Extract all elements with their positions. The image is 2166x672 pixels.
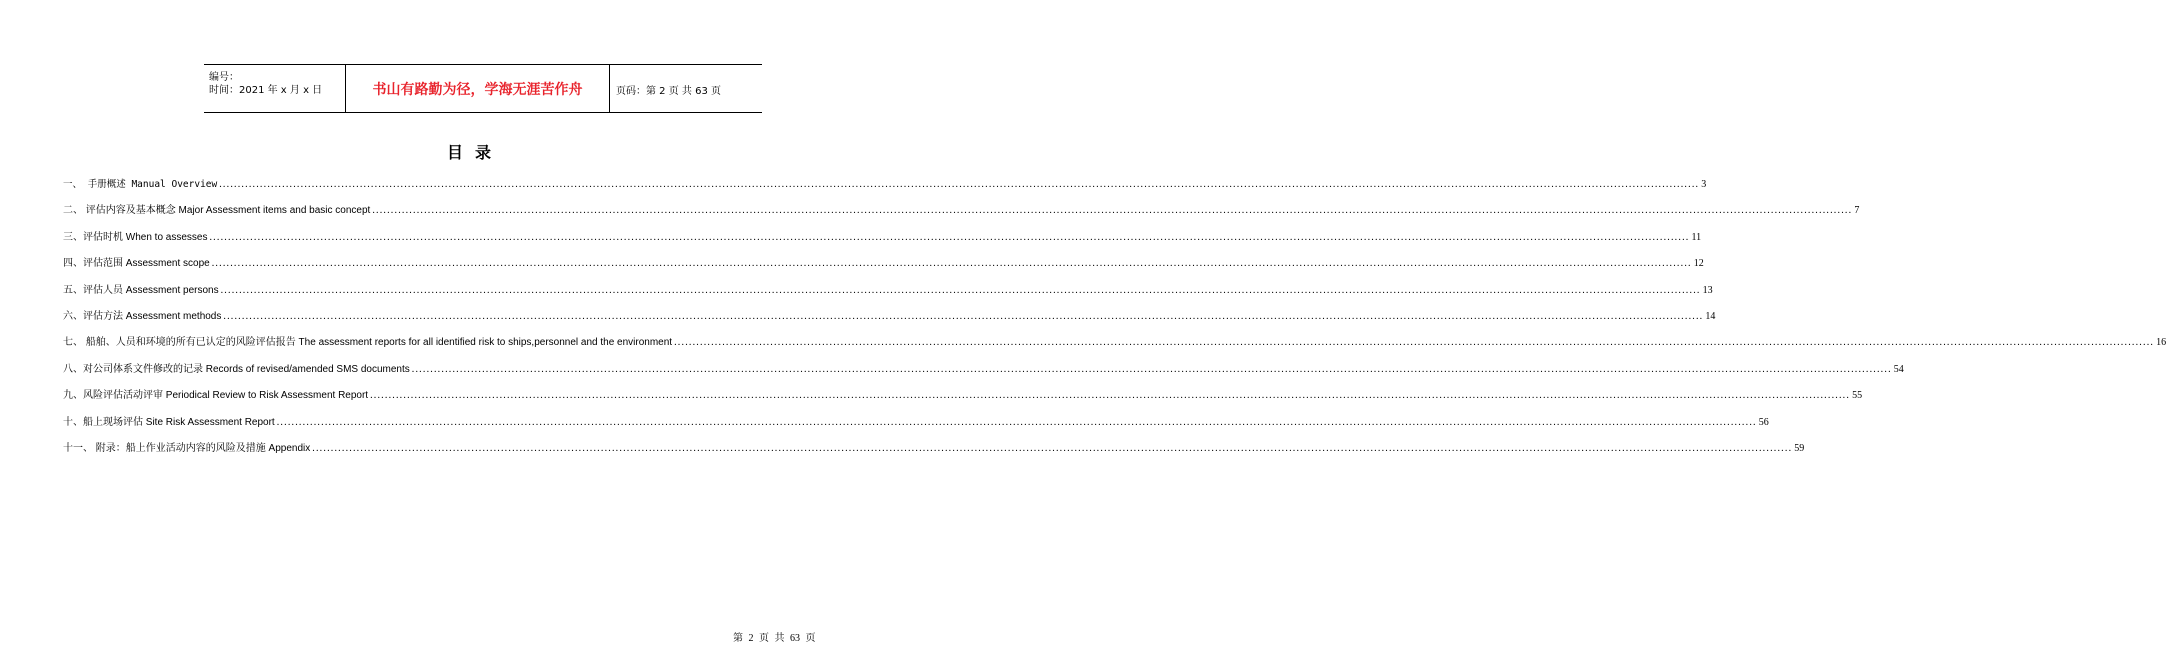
toc-entry-page: 7 [1854,205,1860,217]
toc-dot-leader: ................................................................................................................................................................................................................................................................................................................................................................................................................ [219,179,1700,190]
toc-entry-label: 十、船上现场评估 Site Risk Assessment Report [63,416,275,428]
toc-entry-label: 六、评估方法 Assessment methods [63,310,222,322]
toc-entry-page: 12 [1693,258,1704,270]
toc-entry-label: 二、 评估内容及基本概念 Major Assessment items and basic concept [63,205,371,217]
toc-entry[interactable] [63,334,2166,360]
toc-entry-page: 13 [1702,284,1713,296]
document-date: 时间：2021 年 x 月 x 日 [209,85,323,96]
header-info-cell [204,65,346,112]
toc-entry-label: 九、风险评估活动评审 Periodical Review to Risk Assessment Report [63,390,369,402]
toc-entry[interactable] [63,387,1863,413]
toc-entry[interactable] [63,440,1805,466]
toc-entry-page: 16 [2156,337,2166,349]
toc-entry-label: 四、评估范围 Assessment scope [63,258,210,270]
toc-entry-page: 11 [1691,231,1702,243]
toc-entry[interactable] [63,229,1702,255]
table-of-contents [63,176,2166,466]
toc-entry[interactable] [63,202,1860,228]
toc-dot-leader: ................................................................................................................................................................................................................................................................................................................................................................................................................ [370,390,1851,402]
toc-dot-leader: ................................................................................................................................................................................................................................................................................................................................................................................................................ [211,258,1692,270]
toc-entry[interactable] [63,308,1716,334]
toc-entry[interactable] [63,255,1704,281]
header-motto: 书山有路勤为径，学海无涯苦作舟 [372,82,583,98]
document-code-label: 编号： [209,72,239,83]
header-page-info: 页码：第 2 页 共 63 页 [616,86,721,97]
toc-entry-label: 一、 手册概述 Manual Overview [63,179,218,190]
toc-title: 目录 [446,143,503,162]
toc-dot-leader: ................................................................................................................................................................................................................................................................................................................................................................................................................ [674,337,2155,349]
header-table [204,64,762,113]
toc-entry-label: 五、评估人员 Assessment persons [63,284,219,296]
toc-entry-page: 54 [1893,363,1904,375]
toc-entry-page: 55 [1852,390,1863,402]
toc-dot-leader: ................................................................................................................................................................................................................................................................................................................................................................................................................ [372,205,1853,217]
toc-entry-page: 56 [1758,416,1769,428]
toc-entry[interactable] [63,361,1904,387]
toc-entry-label: 三、评估时机 When to assesses [63,231,208,243]
header-motto-cell [346,65,610,112]
toc-dot-leader: ................................................................................................................................................................................................................................................................................................................................................................................................................ [411,363,1892,375]
toc-dot-leader: ................................................................................................................................................................................................................................................................................................................................................................................................................ [209,231,1690,243]
toc-dot-leader: ................................................................................................................................................................................................................................................................................................................................................................................................................ [223,310,1704,322]
page-footer: 第 2 页 共 63 页 [733,633,816,644]
header-page-cell [610,65,762,112]
toc-entry-page: 3 [1701,179,1707,190]
toc-entry[interactable] [63,414,1769,440]
toc-dot-leader: ................................................................................................................................................................................................................................................................................................................................................................................................................ [276,416,1757,428]
toc-entry-page: 14 [1705,310,1716,322]
toc-entry-page: 59 [1794,442,1805,454]
toc-entry[interactable] [63,176,1707,202]
toc-dot-leader: ................................................................................................................................................................................................................................................................................................................................................................................................................ [220,284,1701,296]
toc-entry-label: 八、对公司体系文件修改的记录 Records of revised/amended SMS documents [63,363,410,375]
toc-entry-label: 十一、 附录：船上作业活动内容的风险及措施 Appendix [63,442,311,454]
toc-entry[interactable] [63,282,1713,308]
toc-dot-leader: ................................................................................................................................................................................................................................................................................................................................................................................................................ [312,442,1793,454]
toc-entry-label: 七、 船舶、人员和环境的所有已认定的风险评估报告 The assessment reports for all identified risk to ships,personnel and the environment [63,337,673,349]
